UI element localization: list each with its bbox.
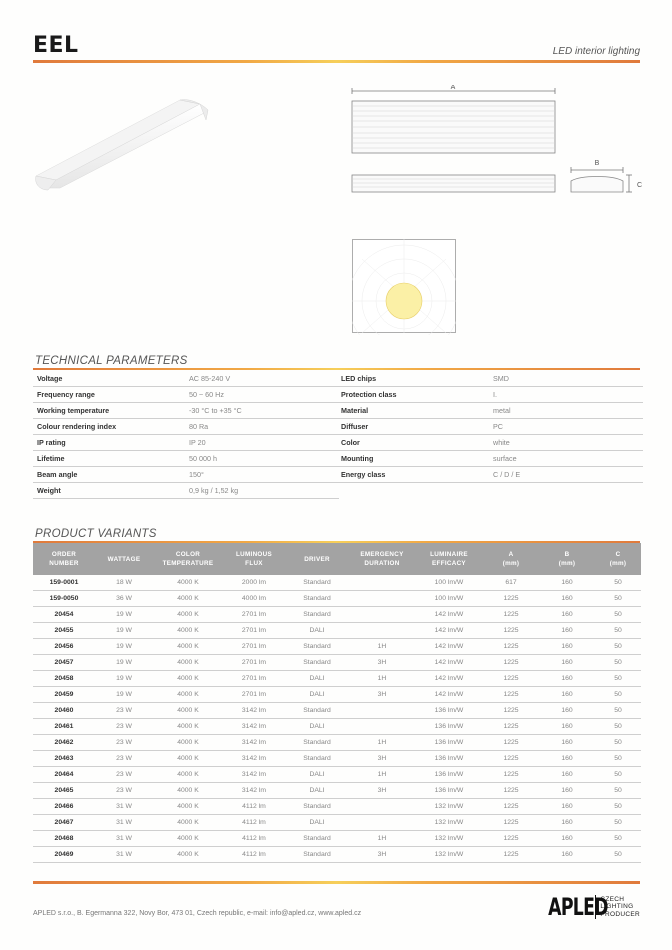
cell-luminous-flux: 3142 lm bbox=[223, 719, 285, 735]
column-header-line: EMERGENCY bbox=[360, 551, 404, 558]
cell-order-number: 20463 bbox=[33, 751, 95, 767]
technical-parameters-title: TECHNICAL PARAMETERS bbox=[35, 355, 188, 367]
footer-divider bbox=[33, 881, 640, 884]
light-distribution-diagram bbox=[352, 239, 456, 335]
cell-dim-b: 160 bbox=[539, 607, 595, 623]
cell-dim-c: 50 bbox=[595, 671, 641, 687]
cell-color-temperature: 4000 K bbox=[153, 751, 223, 767]
product-photo bbox=[30, 80, 250, 200]
cell-emergency-duration: 1H bbox=[349, 639, 415, 655]
cell-wattage: 23 W bbox=[95, 719, 153, 735]
cell-dim-b: 160 bbox=[539, 591, 595, 607]
cell-order-number: 20458 bbox=[33, 671, 95, 687]
cell-dim-b: 160 bbox=[539, 767, 595, 783]
param-row bbox=[337, 403, 643, 419]
cell-color-temperature: 4000 K bbox=[153, 703, 223, 719]
param-row bbox=[337, 451, 643, 467]
dimension-drawing bbox=[345, 85, 645, 205]
cell-luminous-flux: 2701 lm bbox=[223, 671, 285, 687]
cell-order-number: 20455 bbox=[33, 623, 95, 639]
cell-driver: Standard bbox=[285, 751, 349, 767]
cell-dim-a: 1225 bbox=[483, 799, 539, 815]
cell-order-number: 20454 bbox=[33, 607, 95, 623]
cell-wattage: 19 W bbox=[95, 655, 153, 671]
cell-dim-b: 160 bbox=[539, 751, 595, 767]
column-header-line: COLOR bbox=[175, 551, 201, 558]
cell-luminous-flux: 2701 lm bbox=[223, 607, 285, 623]
cell-dim-b: 160 bbox=[539, 703, 595, 719]
cell-dim-b: 160 bbox=[539, 655, 595, 671]
cell-color-temperature: 4000 K bbox=[153, 831, 223, 847]
cell-driver: DALI bbox=[285, 815, 349, 831]
column-header-line: (mm) bbox=[502, 560, 520, 567]
cell-emergency-duration bbox=[349, 719, 415, 735]
cell-luminous-flux: 2701 lm bbox=[223, 623, 285, 639]
cell-dim-a: 1225 bbox=[483, 767, 539, 783]
cell-emergency-duration bbox=[349, 623, 415, 639]
cell-order-number: 20456 bbox=[33, 639, 95, 655]
cell-dim-c: 50 bbox=[595, 719, 641, 735]
param-value: I. bbox=[489, 387, 643, 403]
cell-driver: DALI bbox=[285, 767, 349, 783]
table-row bbox=[33, 591, 641, 607]
cell-dim-a: 1225 bbox=[483, 815, 539, 831]
cell-color-temperature: 4000 K bbox=[153, 767, 223, 783]
cell-dim-a: 1225 bbox=[483, 655, 539, 671]
cell-luminaire-efficacy: 100 lm/W bbox=[415, 575, 483, 591]
cell-luminaire-efficacy: 136 lm/W bbox=[415, 735, 483, 751]
cell-luminaire-efficacy: 142 lm/W bbox=[415, 607, 483, 623]
cell-dim-a: 617 bbox=[483, 575, 539, 591]
param-key: LED chips bbox=[337, 371, 489, 387]
cell-order-number: 20461 bbox=[33, 719, 95, 735]
cell-color-temperature: 4000 K bbox=[153, 719, 223, 735]
cell-driver: DALI bbox=[285, 783, 349, 799]
param-key: Protection class bbox=[337, 387, 489, 403]
cell-dim-c: 50 bbox=[595, 815, 641, 831]
cell-driver: Standard bbox=[285, 847, 349, 863]
column-header-line: NUMBER bbox=[49, 560, 79, 567]
param-row bbox=[337, 435, 643, 451]
cell-luminous-flux: 4112 lm bbox=[223, 831, 285, 847]
table-row bbox=[33, 623, 641, 639]
cell-emergency-duration: 3H bbox=[349, 751, 415, 767]
column-header-luminous-flux bbox=[223, 543, 285, 575]
cell-dim-c: 50 bbox=[595, 735, 641, 751]
param-value: 50 000 h bbox=[185, 451, 339, 467]
column-header-line: LUMINAIRE bbox=[430, 551, 468, 558]
cell-emergency-duration bbox=[349, 799, 415, 815]
cell-driver: DALI bbox=[285, 623, 349, 639]
cell-dim-a: 1225 bbox=[483, 751, 539, 767]
cell-driver: DALI bbox=[285, 719, 349, 735]
cell-luminaire-efficacy: 132 lm/W bbox=[415, 815, 483, 831]
column-header-color-temperature bbox=[153, 543, 223, 575]
param-value: AC 85-240 V bbox=[185, 371, 339, 387]
param-key: Voltage bbox=[33, 371, 185, 387]
cell-order-number: 20465 bbox=[33, 783, 95, 799]
cell-dim-c: 50 bbox=[595, 783, 641, 799]
param-row bbox=[33, 483, 339, 499]
param-key: Weight bbox=[33, 483, 185, 499]
table-header-row bbox=[33, 543, 641, 575]
param-row bbox=[33, 371, 339, 387]
cell-dim-c: 50 bbox=[595, 703, 641, 719]
param-value: 0,9 kg / 1,52 kg bbox=[185, 483, 339, 499]
cell-driver: Standard bbox=[285, 799, 349, 815]
cell-emergency-duration: 3H bbox=[349, 847, 415, 863]
cell-luminaire-efficacy: 142 lm/W bbox=[415, 687, 483, 703]
cell-order-number: 159-0001 bbox=[33, 575, 95, 591]
column-header-line: WATTAGE bbox=[107, 555, 141, 563]
cell-dim-a: 1225 bbox=[483, 607, 539, 623]
cell-luminaire-efficacy: 132 lm/W bbox=[415, 831, 483, 847]
table-row bbox=[33, 783, 641, 799]
column-header-line: LUMINOUS bbox=[236, 551, 272, 558]
param-row bbox=[337, 467, 643, 483]
cell-wattage: 19 W bbox=[95, 687, 153, 703]
param-key: Color bbox=[337, 435, 489, 451]
column-header-line: ORDER bbox=[51, 551, 77, 558]
table-row bbox=[33, 575, 641, 591]
cell-order-number: 159-0050 bbox=[33, 591, 95, 607]
cell-wattage: 23 W bbox=[95, 767, 153, 783]
cell-driver: Standard bbox=[285, 607, 349, 623]
cell-order-number: 20462 bbox=[33, 735, 95, 751]
cell-order-number: 20457 bbox=[33, 655, 95, 671]
cell-wattage: 31 W bbox=[95, 799, 153, 815]
param-value: white bbox=[489, 435, 643, 451]
table-row bbox=[33, 735, 641, 751]
technical-parameters-divider bbox=[33, 368, 640, 370]
cell-emergency-duration: 3H bbox=[349, 783, 415, 799]
cell-luminous-flux: 3142 lm bbox=[223, 735, 285, 751]
param-value: 80 Ra bbox=[185, 419, 339, 435]
column-header-line: B bbox=[564, 551, 570, 558]
technical-parameters-right bbox=[337, 371, 643, 483]
cell-luminous-flux: 2701 lm bbox=[223, 655, 285, 671]
column-header-line: TEMPERATURE bbox=[162, 560, 214, 567]
cell-luminaire-efficacy: 142 lm/W bbox=[415, 623, 483, 639]
dimension-b-label: B bbox=[594, 160, 600, 167]
cell-wattage: 19 W bbox=[95, 607, 153, 623]
cell-luminaire-efficacy: 142 lm/W bbox=[415, 671, 483, 687]
column-header-driver bbox=[285, 543, 349, 575]
cell-dim-a: 1225 bbox=[483, 687, 539, 703]
cell-luminous-flux: 4000 lm bbox=[223, 591, 285, 607]
cell-driver: Standard bbox=[285, 639, 349, 655]
cell-color-temperature: 4000 K bbox=[153, 655, 223, 671]
footer-address: APLED s.r.o., B. Egermanna 322, Novy Bor, 473 01, Czech republic, e-mail: info@apled.cz, www.apled.cz bbox=[33, 910, 362, 917]
cell-color-temperature: 4000 K bbox=[153, 815, 223, 831]
cell-wattage: 31 W bbox=[95, 847, 153, 863]
cell-color-temperature: 4000 K bbox=[153, 671, 223, 687]
cell-dim-c: 50 bbox=[595, 575, 641, 591]
column-header-emergency-duration bbox=[349, 543, 415, 575]
cell-luminaire-efficacy: 136 lm/W bbox=[415, 719, 483, 735]
cell-dim-a: 1225 bbox=[483, 671, 539, 687]
cell-wattage: 23 W bbox=[95, 751, 153, 767]
table-row bbox=[33, 639, 641, 655]
table-row bbox=[33, 655, 641, 671]
cell-color-temperature: 4000 K bbox=[153, 591, 223, 607]
param-row bbox=[33, 419, 339, 435]
param-value: IP 20 bbox=[185, 435, 339, 451]
param-row bbox=[33, 403, 339, 419]
cell-emergency-duration: 3H bbox=[349, 655, 415, 671]
column-header-line: DURATION bbox=[364, 560, 400, 567]
cell-driver: Standard bbox=[285, 735, 349, 751]
header-divider bbox=[33, 60, 640, 63]
cell-dim-c: 50 bbox=[595, 799, 641, 815]
cell-dim-a: 1225 bbox=[483, 623, 539, 639]
param-value: C / D / E bbox=[489, 467, 643, 483]
cell-emergency-duration: 1H bbox=[349, 767, 415, 783]
page-subtitle: LED interior lighting bbox=[552, 46, 640, 57]
cell-driver: Standard bbox=[285, 655, 349, 671]
cell-dim-a: 1225 bbox=[483, 735, 539, 751]
cell-wattage: 23 W bbox=[95, 735, 153, 751]
param-key: Working temperature bbox=[33, 403, 185, 419]
apled-logo bbox=[525, 893, 640, 921]
table-row bbox=[33, 815, 641, 831]
column-header-line: C bbox=[615, 551, 621, 558]
cell-order-number: 20464 bbox=[33, 767, 95, 783]
param-key: Energy class bbox=[337, 467, 489, 483]
cell-dim-b: 160 bbox=[539, 687, 595, 703]
logo-tagline-line: CZECH bbox=[600, 895, 625, 903]
cell-dim-c: 50 bbox=[595, 591, 641, 607]
param-row bbox=[33, 467, 339, 483]
table-row bbox=[33, 607, 641, 623]
cell-dim-b: 160 bbox=[539, 719, 595, 735]
cell-dim-b: 160 bbox=[539, 799, 595, 815]
cell-order-number: 20459 bbox=[33, 687, 95, 703]
param-key: Beam angle bbox=[33, 467, 185, 483]
cell-order-number: 20468 bbox=[33, 831, 95, 847]
cell-dim-a: 1225 bbox=[483, 703, 539, 719]
column-header-line: (mm) bbox=[558, 560, 576, 567]
cell-color-temperature: 4000 K bbox=[153, 783, 223, 799]
cell-luminous-flux: 3142 lm bbox=[223, 767, 285, 783]
param-row bbox=[33, 387, 339, 403]
cell-dim-c: 50 bbox=[595, 831, 641, 847]
cell-dim-a: 1225 bbox=[483, 783, 539, 799]
param-value: SMD bbox=[489, 371, 643, 387]
cell-dim-b: 160 bbox=[539, 735, 595, 751]
param-value: surface bbox=[489, 451, 643, 467]
param-value: 150° bbox=[185, 467, 339, 483]
cell-order-number: 20460 bbox=[33, 703, 95, 719]
technical-parameters-left bbox=[33, 371, 339, 499]
table-row bbox=[33, 671, 641, 687]
dimension-c-label: C bbox=[637, 182, 643, 189]
cell-emergency-duration: 1H bbox=[349, 671, 415, 687]
param-row bbox=[33, 451, 339, 467]
column-header-wattage bbox=[95, 543, 153, 575]
param-value: -30 °C to +35 °C bbox=[185, 403, 339, 419]
cell-emergency-duration bbox=[349, 607, 415, 623]
column-header-line: FLUX bbox=[245, 560, 263, 567]
table-row bbox=[33, 831, 641, 847]
param-key: Material bbox=[337, 403, 489, 419]
cell-luminous-flux: 2701 lm bbox=[223, 687, 285, 703]
product-variants-table bbox=[33, 543, 641, 863]
logo-tagline-line: LIGHTING bbox=[600, 903, 634, 911]
cell-dim-b: 160 bbox=[539, 639, 595, 655]
cell-dim-a: 1225 bbox=[483, 719, 539, 735]
cell-dim-c: 50 bbox=[595, 767, 641, 783]
cell-emergency-duration: 1H bbox=[349, 831, 415, 847]
cell-luminous-flux: 4112 lm bbox=[223, 799, 285, 815]
cell-emergency-duration bbox=[349, 703, 415, 719]
cell-emergency-duration: 3H bbox=[349, 687, 415, 703]
dimension-a-label: A bbox=[450, 85, 456, 91]
cell-driver: Standard bbox=[285, 575, 349, 591]
param-key: Mounting bbox=[337, 451, 489, 467]
cell-dim-a: 1225 bbox=[483, 591, 539, 607]
param-key: Diffuser bbox=[337, 419, 489, 435]
cell-driver: Standard bbox=[285, 703, 349, 719]
cell-driver: DALI bbox=[285, 671, 349, 687]
cell-driver: Standard bbox=[285, 831, 349, 847]
cell-luminous-flux: 3142 lm bbox=[223, 703, 285, 719]
param-value: PC bbox=[489, 419, 643, 435]
cell-dim-b: 160 bbox=[539, 831, 595, 847]
param-value: 50 ~ 60 Hz bbox=[185, 387, 339, 403]
cell-luminaire-efficacy: 136 lm/W bbox=[415, 703, 483, 719]
cell-emergency-duration bbox=[349, 575, 415, 591]
cell-color-temperature: 4000 K bbox=[153, 735, 223, 751]
param-key: Frequency range bbox=[33, 387, 185, 403]
cell-driver: DALI bbox=[285, 687, 349, 703]
cell-wattage: 19 W bbox=[95, 671, 153, 687]
end-view bbox=[571, 177, 623, 193]
cell-wattage: 18 W bbox=[95, 575, 153, 591]
cell-dim-b: 160 bbox=[539, 815, 595, 831]
param-key: Lifetime bbox=[33, 451, 185, 467]
param-row bbox=[33, 435, 339, 451]
cell-dim-c: 50 bbox=[595, 655, 641, 671]
cell-dim-b: 160 bbox=[539, 783, 595, 799]
logo-tagline-line: PRODUCER bbox=[600, 910, 640, 918]
cell-wattage: 31 W bbox=[95, 831, 153, 847]
cell-color-temperature: 4000 K bbox=[153, 847, 223, 863]
cell-luminaire-efficacy: 132 lm/W bbox=[415, 799, 483, 815]
cell-luminous-flux: 3142 lm bbox=[223, 783, 285, 799]
cell-luminous-flux: 2701 lm bbox=[223, 639, 285, 655]
param-value: metal bbox=[489, 403, 643, 419]
product-variants-title: PRODUCT VARIANTS bbox=[35, 528, 157, 540]
cell-luminaire-efficacy: 136 lm/W bbox=[415, 767, 483, 783]
table-row bbox=[33, 767, 641, 783]
side-view bbox=[352, 175, 555, 192]
column-header-dim-b bbox=[539, 543, 595, 575]
cell-color-temperature: 4000 K bbox=[153, 687, 223, 703]
cell-luminaire-efficacy: 142 lm/W bbox=[415, 639, 483, 655]
cell-wattage: 36 W bbox=[95, 591, 153, 607]
column-header-luminaire-efficacy bbox=[415, 543, 483, 575]
table-row bbox=[33, 687, 641, 703]
cell-luminous-flux: 3142 lm bbox=[223, 751, 285, 767]
cell-order-number: 20466 bbox=[33, 799, 95, 815]
cell-dim-b: 160 bbox=[539, 575, 595, 591]
light-distribution-curve bbox=[386, 283, 422, 319]
param-row bbox=[337, 387, 643, 403]
cell-dim-b: 160 bbox=[539, 847, 595, 863]
column-header-line: (mm) bbox=[609, 560, 627, 567]
table-row bbox=[33, 751, 641, 767]
cell-driver: Standard bbox=[285, 591, 349, 607]
cell-dim-c: 50 bbox=[595, 639, 641, 655]
cell-order-number: 20467 bbox=[33, 815, 95, 831]
cell-dim-a: 1225 bbox=[483, 639, 539, 655]
cell-wattage: 31 W bbox=[95, 815, 153, 831]
cell-color-temperature: 4000 K bbox=[153, 575, 223, 591]
cell-emergency-duration bbox=[349, 815, 415, 831]
cell-luminous-flux: 4112 lm bbox=[223, 847, 285, 863]
cell-luminaire-efficacy: 136 lm/W bbox=[415, 751, 483, 767]
cell-dim-c: 50 bbox=[595, 847, 641, 863]
column-header-line: DRIVER bbox=[304, 555, 330, 563]
param-row bbox=[337, 371, 643, 387]
cell-dim-c: 50 bbox=[595, 751, 641, 767]
table-row bbox=[33, 799, 641, 815]
cell-color-temperature: 4000 K bbox=[153, 623, 223, 639]
cell-dim-c: 50 bbox=[595, 623, 641, 639]
column-header-line: EFFICACY bbox=[432, 560, 466, 567]
column-header-dim-c bbox=[595, 543, 641, 575]
cell-luminaire-efficacy: 142 lm/W bbox=[415, 655, 483, 671]
cell-dim-a: 1225 bbox=[483, 847, 539, 863]
column-header-dim-a bbox=[483, 543, 539, 575]
cell-color-temperature: 4000 K bbox=[153, 639, 223, 655]
cell-luminous-flux: 2000 lm bbox=[223, 575, 285, 591]
param-key: IP rating bbox=[33, 435, 185, 451]
cell-wattage: 23 W bbox=[95, 703, 153, 719]
cell-luminaire-efficacy: 132 lm/W bbox=[415, 847, 483, 863]
table-row bbox=[33, 703, 641, 719]
table-row bbox=[33, 719, 641, 735]
param-row bbox=[337, 419, 643, 435]
column-header-order-number bbox=[33, 543, 95, 575]
table-row bbox=[33, 847, 641, 863]
cell-dim-a: 1225 bbox=[483, 831, 539, 847]
cell-luminous-flux: 4112 lm bbox=[223, 815, 285, 831]
cell-order-number: 20469 bbox=[33, 847, 95, 863]
cell-color-temperature: 4000 K bbox=[153, 799, 223, 815]
cell-color-temperature: 4000 K bbox=[153, 607, 223, 623]
param-key: Colour rendering index bbox=[33, 419, 185, 435]
cell-dim-c: 50 bbox=[595, 687, 641, 703]
column-header-line: A bbox=[508, 551, 514, 558]
cell-wattage: 23 W bbox=[95, 783, 153, 799]
cell-emergency-duration bbox=[349, 591, 415, 607]
cell-dim-b: 160 bbox=[539, 623, 595, 639]
cell-luminaire-efficacy: 136 lm/W bbox=[415, 783, 483, 799]
cell-emergency-duration: 1H bbox=[349, 735, 415, 751]
logo-wordmark: APLED bbox=[547, 893, 608, 921]
cell-luminaire-efficacy: 100 lm/W bbox=[415, 591, 483, 607]
cell-wattage: 19 W bbox=[95, 639, 153, 655]
page-title: EEL bbox=[33, 33, 79, 58]
cell-dim-b: 160 bbox=[539, 671, 595, 687]
cell-wattage: 19 W bbox=[95, 623, 153, 639]
cell-dim-c: 50 bbox=[595, 607, 641, 623]
